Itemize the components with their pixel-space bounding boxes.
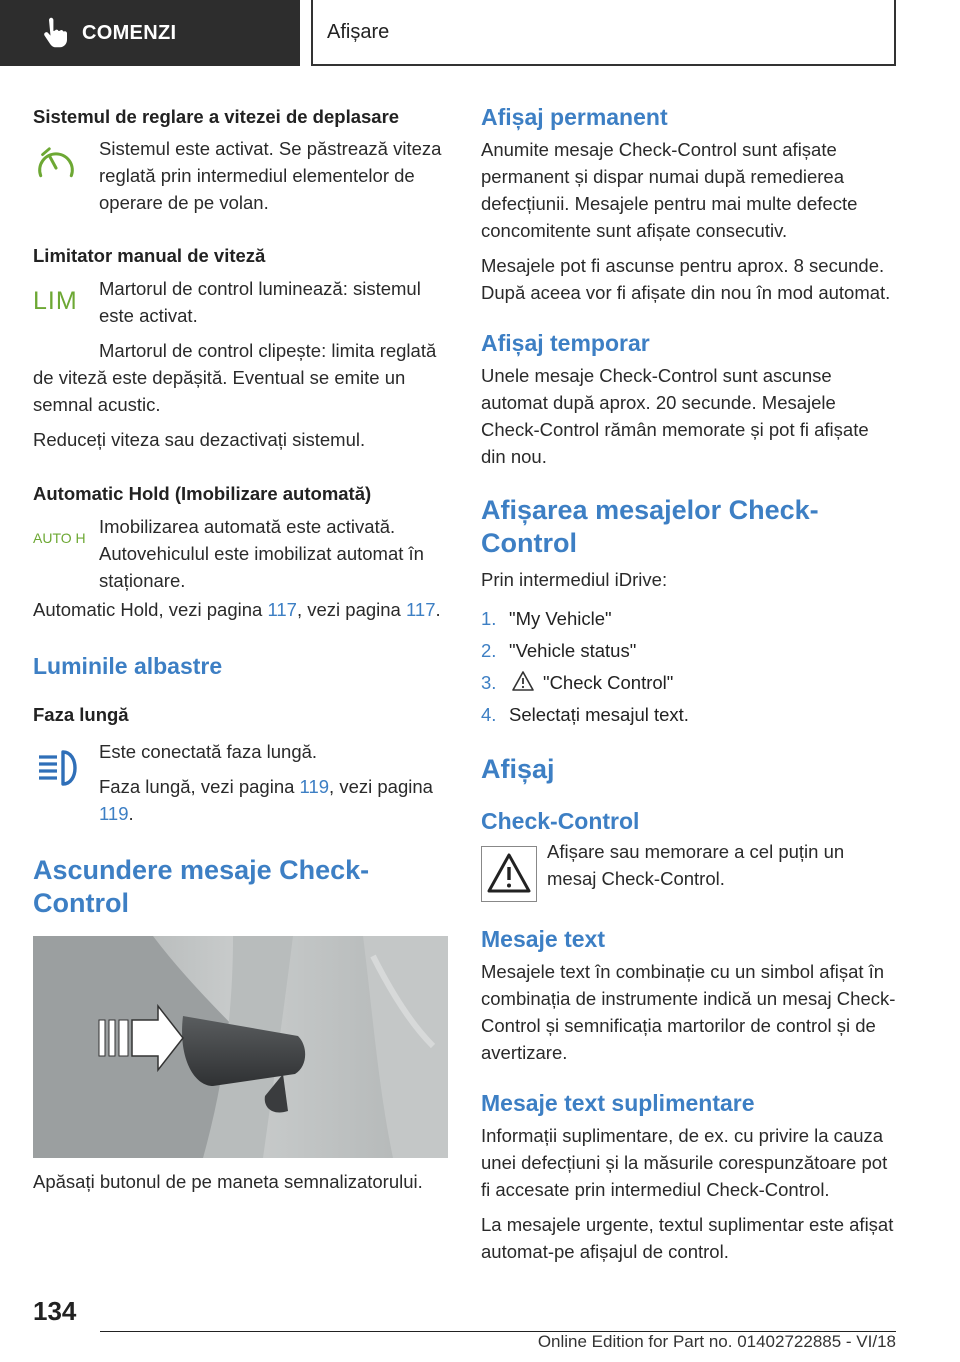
page-link-119[interactable]: 119	[299, 776, 330, 797]
cruise-control-text: Sistemul este activat. Se păstrează viteza reglată prin intermediul elementelor de operare de pe volan.	[99, 138, 442, 213]
idrive-steps-list	[481, 603, 896, 731]
step-number: 1.	[481, 608, 497, 629]
temporary-display-text: Unele mesaje Check-Control sunt ascunse automat după aprox. 20 secunde. Mesajele Check-Control rămân memorate și pot fi afișate din nou.	[481, 365, 869, 467]
show-messages-heading: Afișarea mesajelor Check-Control	[481, 495, 819, 558]
step-text: "My Vehicle"	[509, 608, 612, 629]
chapter-tab-label: Afișare	[327, 20, 390, 43]
high-beam-block	[33, 738, 448, 827]
page-link-119[interactable]: 119	[99, 803, 129, 824]
hide-messages-heading: Ascundere mesaje Check-Control	[33, 855, 370, 918]
chapter-tab-afisare[interactable]	[311, 0, 896, 66]
page-header	[0, 0, 960, 68]
auto-hold-heading: Automatic Hold (Imobilizare automată)	[33, 483, 372, 504]
cruise-control-icon	[33, 145, 79, 191]
step-text: "Check Control"	[543, 672, 674, 693]
step-text: "Vehicle status"	[509, 640, 637, 661]
cruise-control-block	[33, 135, 448, 216]
check-control-warning-icon	[481, 846, 537, 902]
speed-limiter-text-3: Reduceți viteza sau dezactivați sistemul.	[33, 429, 366, 450]
cruise-control-heading: Sistemul de reglare a vitezei de deplasare	[33, 106, 400, 127]
blue-lights-heading: Luminile albastre	[33, 653, 223, 679]
show-messages-intro: Prin intermediul iDrive:	[481, 569, 668, 590]
ref-text: , vezi pagina	[329, 776, 433, 797]
auto-hold-block	[33, 513, 448, 594]
check-control-heading: Check-Control	[481, 808, 640, 834]
ref-text: .	[128, 803, 134, 824]
auto-h-icon: AUTO H	[33, 530, 86, 546]
permanent-display-text-2: Mesajele pot fi ascunse pentru aprox. 8 secunde. După aceea vor fi afișate din nou în mod automat.	[481, 255, 891, 303]
step-number: 2.	[481, 640, 497, 661]
step-number: 3.	[481, 672, 497, 693]
permanent-display-heading: Afișaj permanent	[481, 104, 668, 130]
ref-text: Faza lungă, vezi pagina	[99, 776, 300, 797]
additional-text-2: La mesajele urgente, textul suplimentar este afișat automat-pe afișajul de control.	[481, 1214, 894, 1262]
left-column	[33, 100, 448, 1195]
photo-caption: Apăsați butonul de pe maneta semnalizatorului.	[33, 1171, 423, 1192]
section-tab-comenzi[interactable]	[0, 0, 300, 66]
ref-text: , vezi pagina	[296, 599, 406, 620]
high-beam-text: Este conectată faza lungă.	[99, 741, 318, 762]
warning-triangle-icon	[511, 670, 535, 692]
text-messages-heading: Mesaje text	[481, 926, 606, 952]
additional-text-1: Informații suplimentare, de ex. cu privire la cauza unei defecțiuni și la măsurile corespunzătoare pot fi accesate prin intermediul Check-Control.	[481, 1125, 888, 1200]
edition-info: Online Edition for Part no. 01402722885 - VI/18	[537, 1332, 896, 1351]
step-number: 4.	[481, 704, 497, 725]
section-tab-label: COMENZI	[82, 21, 177, 44]
step-1[interactable]	[481, 603, 896, 635]
check-control-block	[481, 838, 896, 898]
step-text: Selectați mesajul text.	[509, 704, 689, 725]
speed-limiter-heading: Limitator manual de viteză	[33, 245, 266, 266]
check-control-text: Afișare sau memorare a cel puțin un mesaj Check-Control.	[547, 841, 845, 889]
hand-pointer-icon	[36, 16, 70, 50]
right-column	[481, 100, 896, 1265]
auto-hold-text: Imobilizarea automată este activată. Autovehiculul este imobilizat automat în staționare.	[99, 516, 424, 591]
ref-text: .	[435, 599, 441, 620]
step-2[interactable]	[481, 635, 896, 667]
permanent-display-text-1: Anumite mesaje Check-Control sunt afișate permanent și dispar numai după remedierea defecțiunii. Mesajele pentru mai multe defecte concomitente sunt afișate consecutiv.	[481, 139, 858, 241]
turn-signal-lever-illustration	[33, 936, 448, 1158]
turn-signal-lever-photo	[33, 936, 448, 1158]
text-messages-text: Mesajele text în combinație cu un simbol afișat în combinația de instrumente indică un mesaj Check-Control și semnificația martorilor de control și de avertizare.	[481, 961, 896, 1063]
auto-hold-reference	[33, 596, 448, 623]
display-heading: Afișaj	[481, 754, 555, 784]
high-beam-heading: Faza lungă	[33, 704, 129, 725]
speed-limiter-text-2: Martorul de control clipește: limita reglată de viteză este depășită. Eventual se emite un semnal acustic.	[33, 340, 437, 415]
speed-limiter-block	[33, 275, 448, 329]
page-link-117[interactable]: 117	[267, 599, 297, 620]
high-beam-reference	[99, 773, 448, 827]
lim-icon: LIM	[33, 287, 78, 315]
step-3[interactable]	[481, 667, 896, 699]
ref-text: Automatic Hold, vezi pagina	[33, 599, 268, 620]
step-4[interactable]	[481, 699, 896, 731]
speed-limiter-text-1: Martorul de control luminează: sistemul este activat.	[99, 278, 421, 326]
page-number: 134	[33, 1296, 77, 1326]
additional-text-messages-heading: Mesaje text suplimentare	[481, 1090, 755, 1116]
page-link-117[interactable]: 117	[405, 599, 436, 620]
temporary-display-heading: Afișaj temporar	[481, 330, 650, 356]
high-beam-icon	[33, 748, 83, 788]
